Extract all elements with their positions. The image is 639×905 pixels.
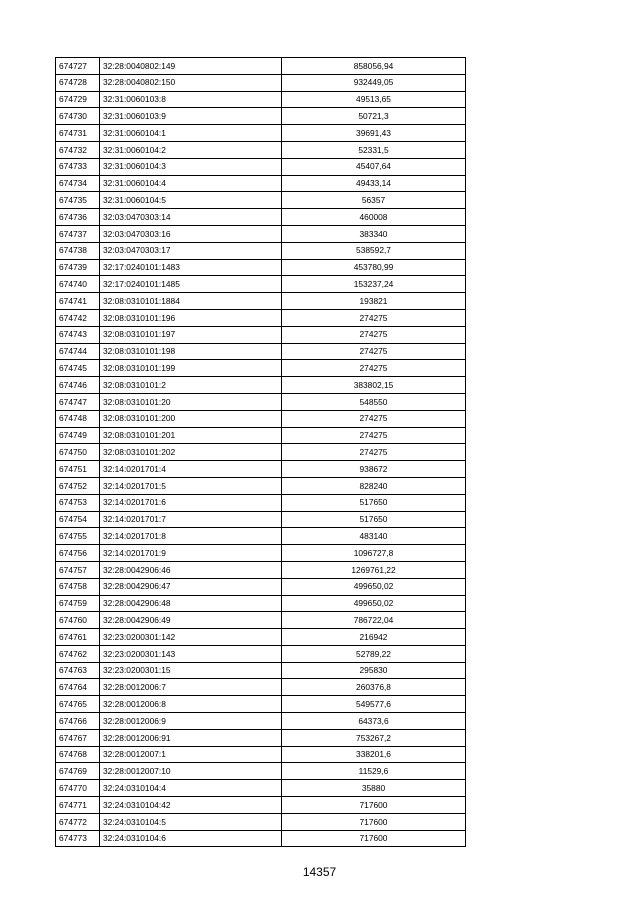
table-row bbox=[56, 377, 466, 394]
cadastral-number-cell: 32:08:0310101:202 bbox=[100, 444, 282, 461]
row-number-cell: 674765 bbox=[56, 696, 100, 713]
row-number-cell: 674734 bbox=[56, 175, 100, 192]
cadastral-number-cell: 32:08:0310101:200 bbox=[100, 410, 282, 427]
cadastral-number-cell: 32:14:0201701:6 bbox=[100, 494, 282, 511]
table-row bbox=[56, 326, 466, 343]
cadastral-number-cell: 32:17:0240101:1485 bbox=[100, 276, 282, 293]
cadastral-number-cell: 32:28:0042906:47 bbox=[100, 578, 282, 595]
cadastral-number-cell: 32:31:0060104:1 bbox=[100, 125, 282, 142]
value-cell: 1096727,8 bbox=[282, 545, 466, 562]
table-row bbox=[56, 58, 466, 75]
table-row bbox=[56, 461, 466, 478]
row-number-cell: 674738 bbox=[56, 242, 100, 259]
value-cell: 717600 bbox=[282, 797, 466, 814]
table-row bbox=[56, 629, 466, 646]
row-number-cell: 674748 bbox=[56, 410, 100, 427]
value-cell: 56357 bbox=[282, 192, 466, 209]
value-cell: 274275 bbox=[282, 326, 466, 343]
table-row bbox=[56, 393, 466, 410]
value-cell: 260376,8 bbox=[282, 679, 466, 696]
value-cell: 50721,3 bbox=[282, 108, 466, 125]
cadastral-number-cell: 32:08:0310101:201 bbox=[100, 427, 282, 444]
table-row bbox=[56, 545, 466, 562]
row-number-cell: 674768 bbox=[56, 746, 100, 763]
row-number-cell: 674747 bbox=[56, 393, 100, 410]
row-number-cell: 674760 bbox=[56, 612, 100, 629]
cadastral-number-cell: 32:08:0310101:199 bbox=[100, 360, 282, 377]
table-row bbox=[56, 477, 466, 494]
table-row bbox=[56, 561, 466, 578]
row-number-cell: 674751 bbox=[56, 461, 100, 478]
value-cell: 858056,94 bbox=[282, 58, 466, 75]
table-row bbox=[56, 309, 466, 326]
row-number-cell: 674755 bbox=[56, 528, 100, 545]
cadastral-number-cell: 32:28:0042906:48 bbox=[100, 595, 282, 612]
row-number-cell: 674770 bbox=[56, 780, 100, 797]
cadastral-number-cell: 32:28:0012006:8 bbox=[100, 696, 282, 713]
value-cell: 274275 bbox=[282, 427, 466, 444]
cadastral-number-cell: 32:31:0060104:2 bbox=[100, 141, 282, 158]
row-number-cell: 674757 bbox=[56, 561, 100, 578]
cadastral-number-cell: 32:08:0310101:20 bbox=[100, 393, 282, 410]
row-number-cell: 674739 bbox=[56, 259, 100, 276]
cadastral-number-cell: 32:14:0201701:7 bbox=[100, 511, 282, 528]
page-number: 14357 bbox=[302, 865, 337, 879]
row-number-cell: 674767 bbox=[56, 729, 100, 746]
cadastral-number-cell: 32:28:0042906:46 bbox=[100, 561, 282, 578]
value-cell: 64373,6 bbox=[282, 713, 466, 730]
value-cell: 52331,5 bbox=[282, 141, 466, 158]
table-row bbox=[56, 511, 466, 528]
value-cell: 49513,65 bbox=[282, 91, 466, 108]
table-row bbox=[56, 746, 466, 763]
row-number-cell: 674771 bbox=[56, 797, 100, 814]
row-number-cell: 674742 bbox=[56, 309, 100, 326]
row-number-cell: 674733 bbox=[56, 158, 100, 175]
value-cell: 338201,6 bbox=[282, 746, 466, 763]
row-number-cell: 674754 bbox=[56, 511, 100, 528]
value-cell: 35880 bbox=[282, 780, 466, 797]
cadastral-number-cell: 32:08:0310101:196 bbox=[100, 309, 282, 326]
cadastral-number-cell: 32:23:0200301:142 bbox=[100, 629, 282, 646]
value-cell: 11529,6 bbox=[282, 763, 466, 780]
row-number-cell: 674766 bbox=[56, 713, 100, 730]
table-row bbox=[56, 578, 466, 595]
value-cell: 517650 bbox=[282, 511, 466, 528]
value-cell: 717600 bbox=[282, 813, 466, 830]
table-row bbox=[56, 175, 466, 192]
cadastral-number-cell: 32:03:0470303:16 bbox=[100, 225, 282, 242]
cadastral-number-cell: 32:24:0310104:42 bbox=[100, 797, 282, 814]
row-number-cell: 674728 bbox=[56, 74, 100, 91]
cadastral-number-cell: 32:31:0060104:3 bbox=[100, 158, 282, 175]
row-number-cell: 674761 bbox=[56, 629, 100, 646]
table-row bbox=[56, 612, 466, 629]
table-row bbox=[56, 780, 466, 797]
row-number-cell: 674736 bbox=[56, 209, 100, 226]
table-row bbox=[56, 158, 466, 175]
row-number-cell: 674741 bbox=[56, 293, 100, 310]
table-body bbox=[56, 58, 466, 847]
row-number-cell: 674759 bbox=[56, 595, 100, 612]
cadastral-number-cell: 32:08:0310101:197 bbox=[100, 326, 282, 343]
cadastral-number-cell: 32:03:0470303:14 bbox=[100, 209, 282, 226]
value-cell: 39691,43 bbox=[282, 125, 466, 142]
cadastral-number-cell: 32:23:0200301:143 bbox=[100, 645, 282, 662]
cadastral-number-cell: 32:14:0201701:8 bbox=[100, 528, 282, 545]
table-row bbox=[56, 276, 466, 293]
table-row bbox=[56, 494, 466, 511]
cadastral-value-table bbox=[55, 57, 466, 847]
value-cell: 460008 bbox=[282, 209, 466, 226]
cadastral-number-cell: 32:31:0060103:8 bbox=[100, 91, 282, 108]
cadastral-number-cell: 32:14:0201701:5 bbox=[100, 477, 282, 494]
table-row bbox=[56, 813, 466, 830]
row-number-cell: 674732 bbox=[56, 141, 100, 158]
cadastral-number-cell: 32:28:0040802:149 bbox=[100, 58, 282, 75]
table-row bbox=[56, 192, 466, 209]
table-row bbox=[56, 141, 466, 158]
value-cell: 499650,02 bbox=[282, 578, 466, 595]
value-cell: 45407,64 bbox=[282, 158, 466, 175]
cadastral-number-cell: 32:24:0310104:4 bbox=[100, 780, 282, 797]
value-cell: 538592,7 bbox=[282, 242, 466, 259]
value-cell: 1269761,22 bbox=[282, 561, 466, 578]
value-cell: 216942 bbox=[282, 629, 466, 646]
table-row bbox=[56, 645, 466, 662]
cadastral-number-cell: 32:28:0012006:9 bbox=[100, 713, 282, 730]
value-cell: 383340 bbox=[282, 225, 466, 242]
value-cell: 932449,05 bbox=[282, 74, 466, 91]
table-row bbox=[56, 662, 466, 679]
cadastral-number-cell: 32:31:0060104:5 bbox=[100, 192, 282, 209]
value-cell: 274275 bbox=[282, 309, 466, 326]
table-row bbox=[56, 797, 466, 814]
cadastral-number-cell: 32:14:0201701:9 bbox=[100, 545, 282, 562]
row-number-cell: 674762 bbox=[56, 645, 100, 662]
cadastral-number-cell: 32:08:0310101:198 bbox=[100, 343, 282, 360]
table-row bbox=[56, 679, 466, 696]
table-row bbox=[56, 528, 466, 545]
row-number-cell: 674743 bbox=[56, 326, 100, 343]
value-cell: 52789,22 bbox=[282, 645, 466, 662]
value-cell: 49433,14 bbox=[282, 175, 466, 192]
table-row bbox=[56, 729, 466, 746]
cadastral-number-cell: 32:28:0012006:7 bbox=[100, 679, 282, 696]
value-cell: 383802,15 bbox=[282, 377, 466, 394]
row-number-cell: 674772 bbox=[56, 813, 100, 830]
value-cell: 828240 bbox=[282, 477, 466, 494]
row-number-cell: 674731 bbox=[56, 125, 100, 142]
table-row bbox=[56, 293, 466, 310]
value-cell: 274275 bbox=[282, 410, 466, 427]
cadastral-number-cell: 32:28:0042906:49 bbox=[100, 612, 282, 629]
value-cell: 549577,6 bbox=[282, 696, 466, 713]
value-cell: 483140 bbox=[282, 528, 466, 545]
table-row bbox=[56, 209, 466, 226]
row-number-cell: 674746 bbox=[56, 377, 100, 394]
row-number-cell: 674756 bbox=[56, 545, 100, 562]
value-cell: 938672 bbox=[282, 461, 466, 478]
table-row bbox=[56, 91, 466, 108]
cadastral-number-cell: 32:28:0012007:1 bbox=[100, 746, 282, 763]
table-row bbox=[56, 713, 466, 730]
row-number-cell: 674735 bbox=[56, 192, 100, 209]
value-cell: 453780,99 bbox=[282, 259, 466, 276]
value-cell: 717600 bbox=[282, 830, 466, 847]
row-number-cell: 674750 bbox=[56, 444, 100, 461]
row-number-cell: 674753 bbox=[56, 494, 100, 511]
row-number-cell: 674752 bbox=[56, 477, 100, 494]
table-row bbox=[56, 125, 466, 142]
cadastral-number-cell: 32:08:0310101:1884 bbox=[100, 293, 282, 310]
table-row bbox=[56, 225, 466, 242]
row-number-cell: 674764 bbox=[56, 679, 100, 696]
row-number-cell: 674744 bbox=[56, 343, 100, 360]
cadastral-number-cell: 32:08:0310101:2 bbox=[100, 377, 282, 394]
row-number-cell: 674745 bbox=[56, 360, 100, 377]
cadastral-number-cell: 32:31:0060104:4 bbox=[100, 175, 282, 192]
row-number-cell: 674749 bbox=[56, 427, 100, 444]
row-number-cell: 674727 bbox=[56, 58, 100, 75]
value-cell: 548550 bbox=[282, 393, 466, 410]
cadastral-number-cell: 32:03:0470303:17 bbox=[100, 242, 282, 259]
table-row bbox=[56, 696, 466, 713]
cadastral-number-cell: 32:14:0201701:4 bbox=[100, 461, 282, 478]
value-cell: 753267,2 bbox=[282, 729, 466, 746]
table-row bbox=[56, 74, 466, 91]
table-row bbox=[56, 259, 466, 276]
cadastral-number-cell: 32:24:0310104:6 bbox=[100, 830, 282, 847]
cadastral-number-cell: 32:24:0310104:5 bbox=[100, 813, 282, 830]
row-number-cell: 674769 bbox=[56, 763, 100, 780]
table-row bbox=[56, 410, 466, 427]
value-cell: 499650,02 bbox=[282, 595, 466, 612]
table-row bbox=[56, 360, 466, 377]
row-number-cell: 674758 bbox=[56, 578, 100, 595]
table-row bbox=[56, 427, 466, 444]
value-cell: 274275 bbox=[282, 360, 466, 377]
value-cell: 274275 bbox=[282, 343, 466, 360]
row-number-cell: 674729 bbox=[56, 91, 100, 108]
value-cell: 517650 bbox=[282, 494, 466, 511]
value-cell: 786722,04 bbox=[282, 612, 466, 629]
table-row bbox=[56, 242, 466, 259]
table-row bbox=[56, 444, 466, 461]
row-number-cell: 674740 bbox=[56, 276, 100, 293]
table-row bbox=[56, 763, 466, 780]
table-row bbox=[56, 595, 466, 612]
row-number-cell: 674773 bbox=[56, 830, 100, 847]
cadastral-number-cell: 32:31:0060103:9 bbox=[100, 108, 282, 125]
cadastral-number-cell: 32:17:0240101:1483 bbox=[100, 259, 282, 276]
table-row bbox=[56, 343, 466, 360]
table-row bbox=[56, 830, 466, 847]
cadastral-number-cell: 32:28:0012006:91 bbox=[100, 729, 282, 746]
cadastral-number-cell: 32:28:0012007:10 bbox=[100, 763, 282, 780]
cadastral-number-cell: 32:23:0200301:15 bbox=[100, 662, 282, 679]
row-number-cell: 674737 bbox=[56, 225, 100, 242]
value-cell: 295830 bbox=[282, 662, 466, 679]
value-cell: 193821 bbox=[282, 293, 466, 310]
value-cell: 274275 bbox=[282, 444, 466, 461]
value-cell: 153237,24 bbox=[282, 276, 466, 293]
row-number-cell: 674730 bbox=[56, 108, 100, 125]
cadastral-number-cell: 32:28:0040802:150 bbox=[100, 74, 282, 91]
row-number-cell: 674763 bbox=[56, 662, 100, 679]
table-row bbox=[56, 108, 466, 125]
